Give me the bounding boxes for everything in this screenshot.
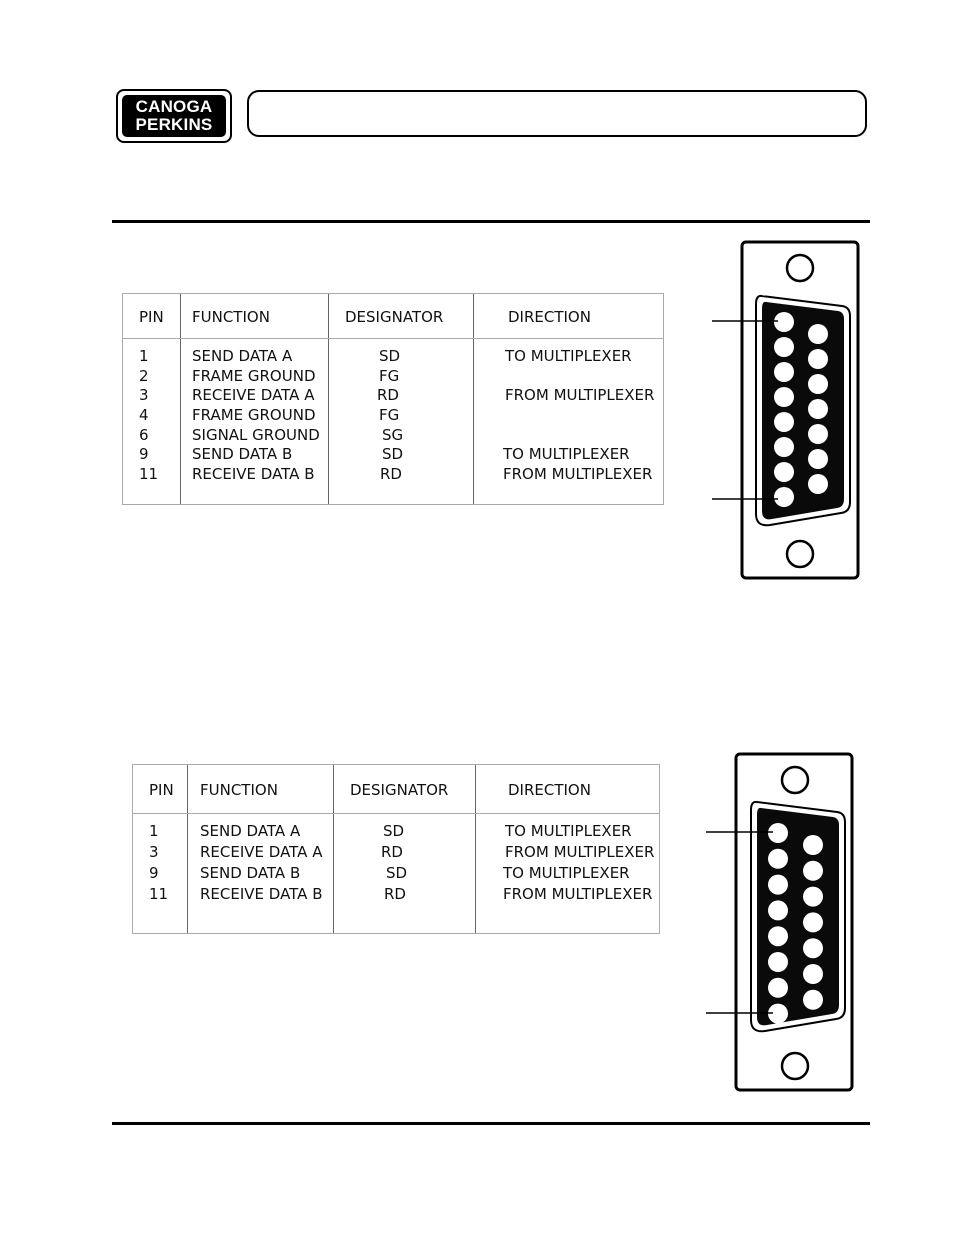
row-1-designator: SD <box>383 822 405 840</box>
row-2-function: FRAME GROUND <box>192 367 316 385</box>
connector-pin-1 <box>768 823 788 843</box>
mounting-hole-top <box>787 255 813 281</box>
row-6-function: SEND DATA B <box>192 445 293 463</box>
connector-pin-15 <box>808 474 828 494</box>
row-5-function: SIGNAL GROUND <box>192 426 320 444</box>
connector-pin-9 <box>803 835 823 855</box>
canoga-perkins-logo <box>116 89 232 143</box>
row-3-pin: 3 <box>139 386 149 404</box>
connector-insert <box>762 302 844 519</box>
row-7-direction: FROM MULTIPLEXER <box>503 465 653 483</box>
connector-pin-6 <box>768 952 788 972</box>
row-7-designator: RD <box>380 465 402 483</box>
connector-pin-7 <box>774 462 794 482</box>
column-divider <box>187 765 188 933</box>
row-5-pin: 6 <box>139 426 149 444</box>
column-divider <box>180 294 181 504</box>
connector-pin-10 <box>803 861 823 881</box>
header-direction: DIRECTION <box>508 308 591 326</box>
row-1-designator: SD <box>379 347 401 365</box>
row-3-direction: TO MULTIPLEXER <box>503 864 630 882</box>
connector-pin-12 <box>808 399 828 419</box>
connector-pin-3 <box>768 875 788 895</box>
row-2-function: RECEIVE DATA A <box>200 843 323 861</box>
row-4-designator: FG <box>379 406 400 424</box>
row-1-function: SEND DATA A <box>200 822 301 840</box>
header-designator: DESIGNATOR <box>350 781 449 799</box>
connector-pin-4 <box>774 387 794 407</box>
row-7-pin: 11 <box>139 465 159 483</box>
row-2-pin: 3 <box>149 843 159 861</box>
mounting-hole-top <box>782 767 808 793</box>
row-5-designator: SG <box>382 426 404 444</box>
row-3-function: RECEIVE DATA A <box>192 386 315 404</box>
row-4-pin: 11 <box>149 885 169 903</box>
connector-pin-6 <box>774 437 794 457</box>
db15-connector-diagram-2 <box>700 752 860 1094</box>
row-4-direction: FROM MULTIPLEXER <box>503 885 653 903</box>
connector-pin-4 <box>768 900 788 920</box>
connector-pin-12 <box>803 912 823 932</box>
db15-connector-diagram-1 <box>700 240 865 582</box>
row-1-direction: TO MULTIPLEXER <box>505 347 632 365</box>
connector-pin-10 <box>808 349 828 369</box>
header-pin: PIN <box>149 781 174 799</box>
row-2-direction: FROM MULTIPLEXER <box>505 843 655 861</box>
connector-pin-8 <box>774 487 794 507</box>
connector-pin-5 <box>774 412 794 432</box>
pin-table-1 <box>122 293 664 505</box>
connector-pin-14 <box>808 449 828 469</box>
connector-pin-11 <box>808 374 828 394</box>
connector-pin-1 <box>774 312 794 332</box>
header-title-box <box>247 90 867 137</box>
row-4-function: RECEIVE DATA B <box>200 885 323 903</box>
mounting-hole-bottom <box>782 1053 808 1079</box>
row-2-designator: RD <box>381 843 403 861</box>
connector-pin-13 <box>803 938 823 958</box>
row-2-pin: 2 <box>139 367 149 385</box>
header-function: FUNCTION <box>200 781 278 799</box>
connector-pin-11 <box>803 887 823 907</box>
row-6-designator: SD <box>382 445 404 463</box>
mounting-hole-bottom <box>787 541 813 567</box>
column-divider <box>333 765 334 933</box>
column-divider <box>473 294 474 504</box>
header-rule <box>123 338 663 339</box>
header-function: FUNCTION <box>192 308 270 326</box>
connector-pin-9 <box>808 324 828 344</box>
connector-pin-7 <box>768 978 788 998</box>
connector-pin-13 <box>808 424 828 444</box>
row-1-pin: 1 <box>139 347 149 365</box>
row-7-function: RECEIVE DATA B <box>192 465 315 483</box>
connector-pin-2 <box>768 849 788 869</box>
top-rule <box>112 220 870 223</box>
row-3-function: SEND DATA B <box>200 864 301 882</box>
connector-pin-2 <box>774 337 794 357</box>
row-6-pin: 9 <box>139 445 149 463</box>
logo-plate <box>122 95 226 137</box>
header-direction: DIRECTION <box>508 781 591 799</box>
row-6-direction: TO MULTIPLEXER <box>503 445 630 463</box>
header-pin: PIN <box>139 308 164 326</box>
row-3-direction: FROM MULTIPLEXER <box>505 386 655 404</box>
logo-line-2: PERKINS <box>135 115 213 134</box>
row-3-pin: 9 <box>149 864 159 882</box>
row-1-function: SEND DATA A <box>192 347 293 365</box>
header-rule <box>133 813 659 814</box>
column-divider <box>328 294 329 504</box>
connector-pin-15 <box>803 990 823 1010</box>
column-divider <box>475 765 476 933</box>
logo-line-1: CANOGA <box>135 97 213 116</box>
connector-pin-5 <box>768 926 788 946</box>
row-3-designator: SD <box>386 864 408 882</box>
row-2-designator: FG <box>379 367 400 385</box>
connector-pin-3 <box>774 362 794 382</box>
row-4-function: FRAME GROUND <box>192 406 316 424</box>
row-1-direction: TO MULTIPLEXER <box>505 822 632 840</box>
row-1-pin: 1 <box>149 822 159 840</box>
header-designator: DESIGNATOR <box>345 308 444 326</box>
row-4-pin: 4 <box>139 406 149 424</box>
pin-table-2 <box>132 764 660 934</box>
row-3-designator: RD <box>377 386 399 404</box>
connector-pin-14 <box>803 964 823 984</box>
row-4-designator: RD <box>384 885 406 903</box>
bottom-rule <box>112 1122 870 1125</box>
